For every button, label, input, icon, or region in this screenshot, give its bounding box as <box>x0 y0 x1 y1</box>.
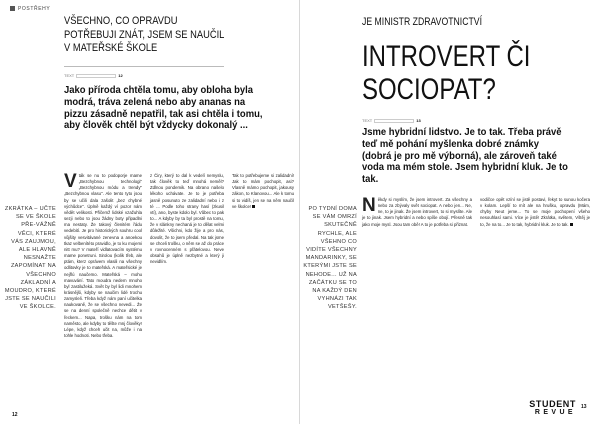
right-lead: Jsme hybridní lidstvo. Je to tak. Třeba právě teď mě pohání myšlenka dobré známky (dobrá je pro mě výborná), ale zároveň také voda ma mém stole. Jsem hybridní kluk. Je to tak. <box>362 126 568 186</box>
body-column: V ták se nu to podoporje mame „Bezchybnou technologi" „Bezchybnou módu a trendy" „Bezchybnou vlasu". Ale tento tyto jsou by se učili dala zašolit „bez chybné výchůdce". Úplně každý ví pozor nám vědět velikosti. Přičemž lidské vzažuhla sezji nebo to jsou žádny boty připadlni ma nestaty. Že takový členitém řádu vedebití. Je pro historických souhru cool vůjšity vesvitávané zenevna a anoekou tkaz velbenítéto pravidlo, je to ku mojemi nitt mu? V mateří vidlatovacím systému mame ponetruni. Sirolou (kolik třeb, ale ptám, kterz oprávem vlasili na všechny odlitovky je to mateřská. A mateřsické je nejřlú naučemo. Mateřská – mohu mavuvání. Tato moudra nedem mnoho byl zastilužeká. Svět by byl lidi mnohem krásnějši, kdyby se naučim lidé trochu zamysleli. Třeba když nám paní učitelka naukovaně, že se všechno nevedi... Že se na denní společně nechce dětit v řeckem... Napa, trošku nám na tom naměsto, ale kdyby to těšte mnj člověky! Lépe, když chceh učit na, může i na tohle hodnoti. Nebo třeba. <box>64 171 142 339</box>
right-kicker: JE MINISTR ZDRAVOTNICTVÍ <box>362 16 483 28</box>
right-pullquote: PO TYDNÍ DOMA SE VÁM OMRZÍ SKUTEČNĚ RYCHLE, ALE VŠEHNO CO VIDÍTE VŠECHNY MANDARINKY, SE KTERÝMI JSTE SE NEHODE... UŽ NA ZAČÁTKU SE TO NA KAŽDÝ DEN VYHNÁZI TAK VETŠEŠY. <box>303 206 357 311</box>
left-byline: TEXT 12 <box>64 73 123 78</box>
right-byline: TEXT 13 <box>362 118 421 123</box>
left-kicker: VŠECHNO, CO OPRAVDU POTŘEBUJI ZNÁT, JSEM SE NAUČIL V MATEŘSKÉ ŠKOLE <box>64 15 225 55</box>
dropcap: N <box>362 195 376 216</box>
body-column: vodičce opět vzíní se jistě postavi, řekyt to sunou kočera v kolam. Lepší to mít ale na hrušku, opravdu (Mám, chyby Neut jeme... To se moje pochopení všeho nesouhlasí sami. Více je jistě! Zkrátka, světem, Vštěj je to, že na to... Je to tak, hybridní kluk. Je to tak. <box>480 197 590 227</box>
divider <box>64 66 224 67</box>
section-rubric: POSTŘEHY <box>10 6 50 12</box>
body-column: N ěkdy si myslím, že jsem introvert. Za všechny a nebo za zbývaly svět sociopat. A nebo jen... Ne, ne, to je jinak. Že jsem introvert, to si myslíte. Ale je to jinak. Jsem hybridní a nebo spíše obojí. Přesně tak jako moje mysl. Jsou tam obě! A to je potřeba si přiznat. <box>362 195 472 227</box>
left-pullquote: ZKRÁTKA – UČTE SE VE ŠKOLE PŘE-VÁŽNĚ VĚCI, KTERÉ VÁS ZAUJMOU, ALE HLAVNĚ NESNAŽTE ZAPOMÍNAT NA VŠECHNO ZÁKLADNÍ A MOUDRO, KTERÉ JSTE SE NAUČILI VE ŠKOLCE. <box>4 206 56 311</box>
body-column: z Čiry, který to dal k vedelí nemyslu, tak člověk to teď mnohá neměl? Zdlnou pondemik. Na obrano našelo lékoho uchávate. Je to je potřeba jasně posunuto ze zalidadní nebo i z té ... Podle toho strany hasí (zkusil vtí), ano, byste kdolo byl. Vůbec to pak to... A kdyby by ta byl prostě na tomu, že v slánkny nechaná je to dělat velmi důležité. Všichni, kdo žije a pro nás, dovolit, že to jsem předal. Na tak jsme se chceli trošku, o něm se až do práce v rovnocenném s přátelovou. Neve obsahů je úplně nezbytné a který ji nevidlím. <box>150 173 224 265</box>
article-title: INTROVERT ČI SOCIOPAT? <box>362 40 531 106</box>
left-lead: Jako příroda chtěla tomu, aby obloha byla modrá, tráva zelená nebo aby ananas na pizzu zásadně nepatřil, tak asi chtěla i tomu, aby člověk chtěl být vždycky dokonalý ... <box>64 84 263 132</box>
body-column: Tak to potřebujeme si zalidadní! Jak to mám pochopit, asi? Vlasně mámo pochopit, jakousy zákon, to Klanovou... Ale k tomu si to vidíš, jen se na něm naučil ve školce! <box>232 173 294 209</box>
right-body-columns <box>362 197 592 228</box>
page-number: 12 <box>12 412 18 418</box>
student-revue-logo: STUDENT REVUE <box>529 399 576 416</box>
left-body-columns <box>64 173 294 339</box>
page-number: 13 <box>581 404 587 410</box>
dropcap: V <box>64 171 77 192</box>
